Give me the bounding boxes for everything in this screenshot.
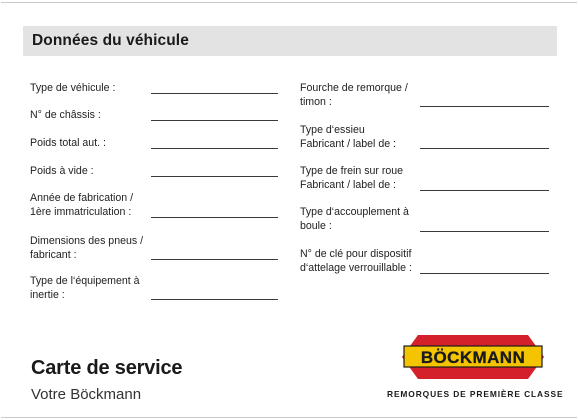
field-axle-type — [300, 123, 396, 151]
field-label: Année de fabrication / — [30, 192, 134, 204]
logo-tagline: REMORQUES DE PREMIÈRE CLASSE — [387, 389, 564, 399]
field-lock-key-number — [300, 247, 412, 275]
field-label: 1ère immatriculation : — [30, 206, 132, 218]
field-label: timon : — [300, 96, 332, 108]
field-vehicle-type — [30, 81, 115, 95]
inertia-equipment-blank-line[interactable] — [151, 299, 278, 300]
wheel-brake-type-blank-line[interactable] — [420, 190, 549, 191]
vehicle-type-blank-line[interactable] — [151, 93, 278, 94]
field-drawbar — [300, 81, 408, 109]
empty-weight-blank-line[interactable] — [151, 176, 278, 177]
section-title: Données du véhicule — [32, 32, 189, 49]
field-manufacture-year — [30, 191, 133, 219]
field-label: N° de châssis : — [30, 109, 101, 121]
manufacture-year-blank-line[interactable] — [151, 217, 278, 218]
field-wheel-brake-type — [300, 164, 403, 192]
field-inertia-equipment — [30, 274, 140, 302]
service-card — [1, 2, 577, 418]
tire-dimensions-blank-line[interactable] — [151, 259, 278, 260]
field-ball-coupling-type — [300, 205, 409, 233]
field-label: Fabricant / label de : — [300, 138, 396, 150]
field-label: Type d‘accouplement à — [300, 206, 409, 218]
section-header — [23, 26, 557, 56]
field-gross-weight — [30, 136, 106, 150]
field-label: Poids total aut. : — [30, 137, 106, 149]
field-chassis-number — [30, 108, 101, 122]
field-label: Fabricant / label de : — [300, 179, 396, 191]
field-label: Type d‘essieu — [300, 124, 365, 136]
field-label: Dimensions des pneus / — [30, 235, 144, 247]
card-subtitle: Votre Böckmann — [31, 386, 142, 403]
field-label: Fourche de remorque / — [300, 82, 408, 94]
logo-wordmark: BÖCKMANN — [420, 348, 526, 367]
field-label: N° de clé pour dispositif — [300, 248, 412, 260]
drawbar-blank-line[interactable] — [420, 106, 549, 107]
card-title: Carte de service — [31, 357, 183, 379]
field-label: boule : — [300, 220, 332, 232]
field-label: Type de l‘équipement à — [30, 275, 140, 287]
ball-coupling-type-blank-line[interactable] — [420, 231, 549, 232]
axle-type-blank-line[interactable] — [420, 148, 549, 149]
lock-key-number-blank-line[interactable] — [420, 273, 549, 274]
bockmann-logo-icon — [400, 331, 546, 383]
field-label: d‘attelage verrouillable : — [300, 262, 412, 274]
field-label: Poids à vide : — [30, 165, 94, 177]
field-label: fabricant : — [30, 249, 77, 261]
field-label: inertie : — [30, 289, 65, 301]
field-tire-dimensions — [30, 234, 143, 262]
bockmann-logo — [400, 331, 546, 383]
gross-weight-blank-line[interactable] — [151, 148, 278, 149]
field-empty-weight — [30, 164, 94, 178]
field-label: Type de frein sur roue — [300, 165, 404, 177]
chassis-number-blank-line[interactable] — [151, 120, 278, 121]
field-label: Type de véhicule : — [30, 82, 116, 94]
